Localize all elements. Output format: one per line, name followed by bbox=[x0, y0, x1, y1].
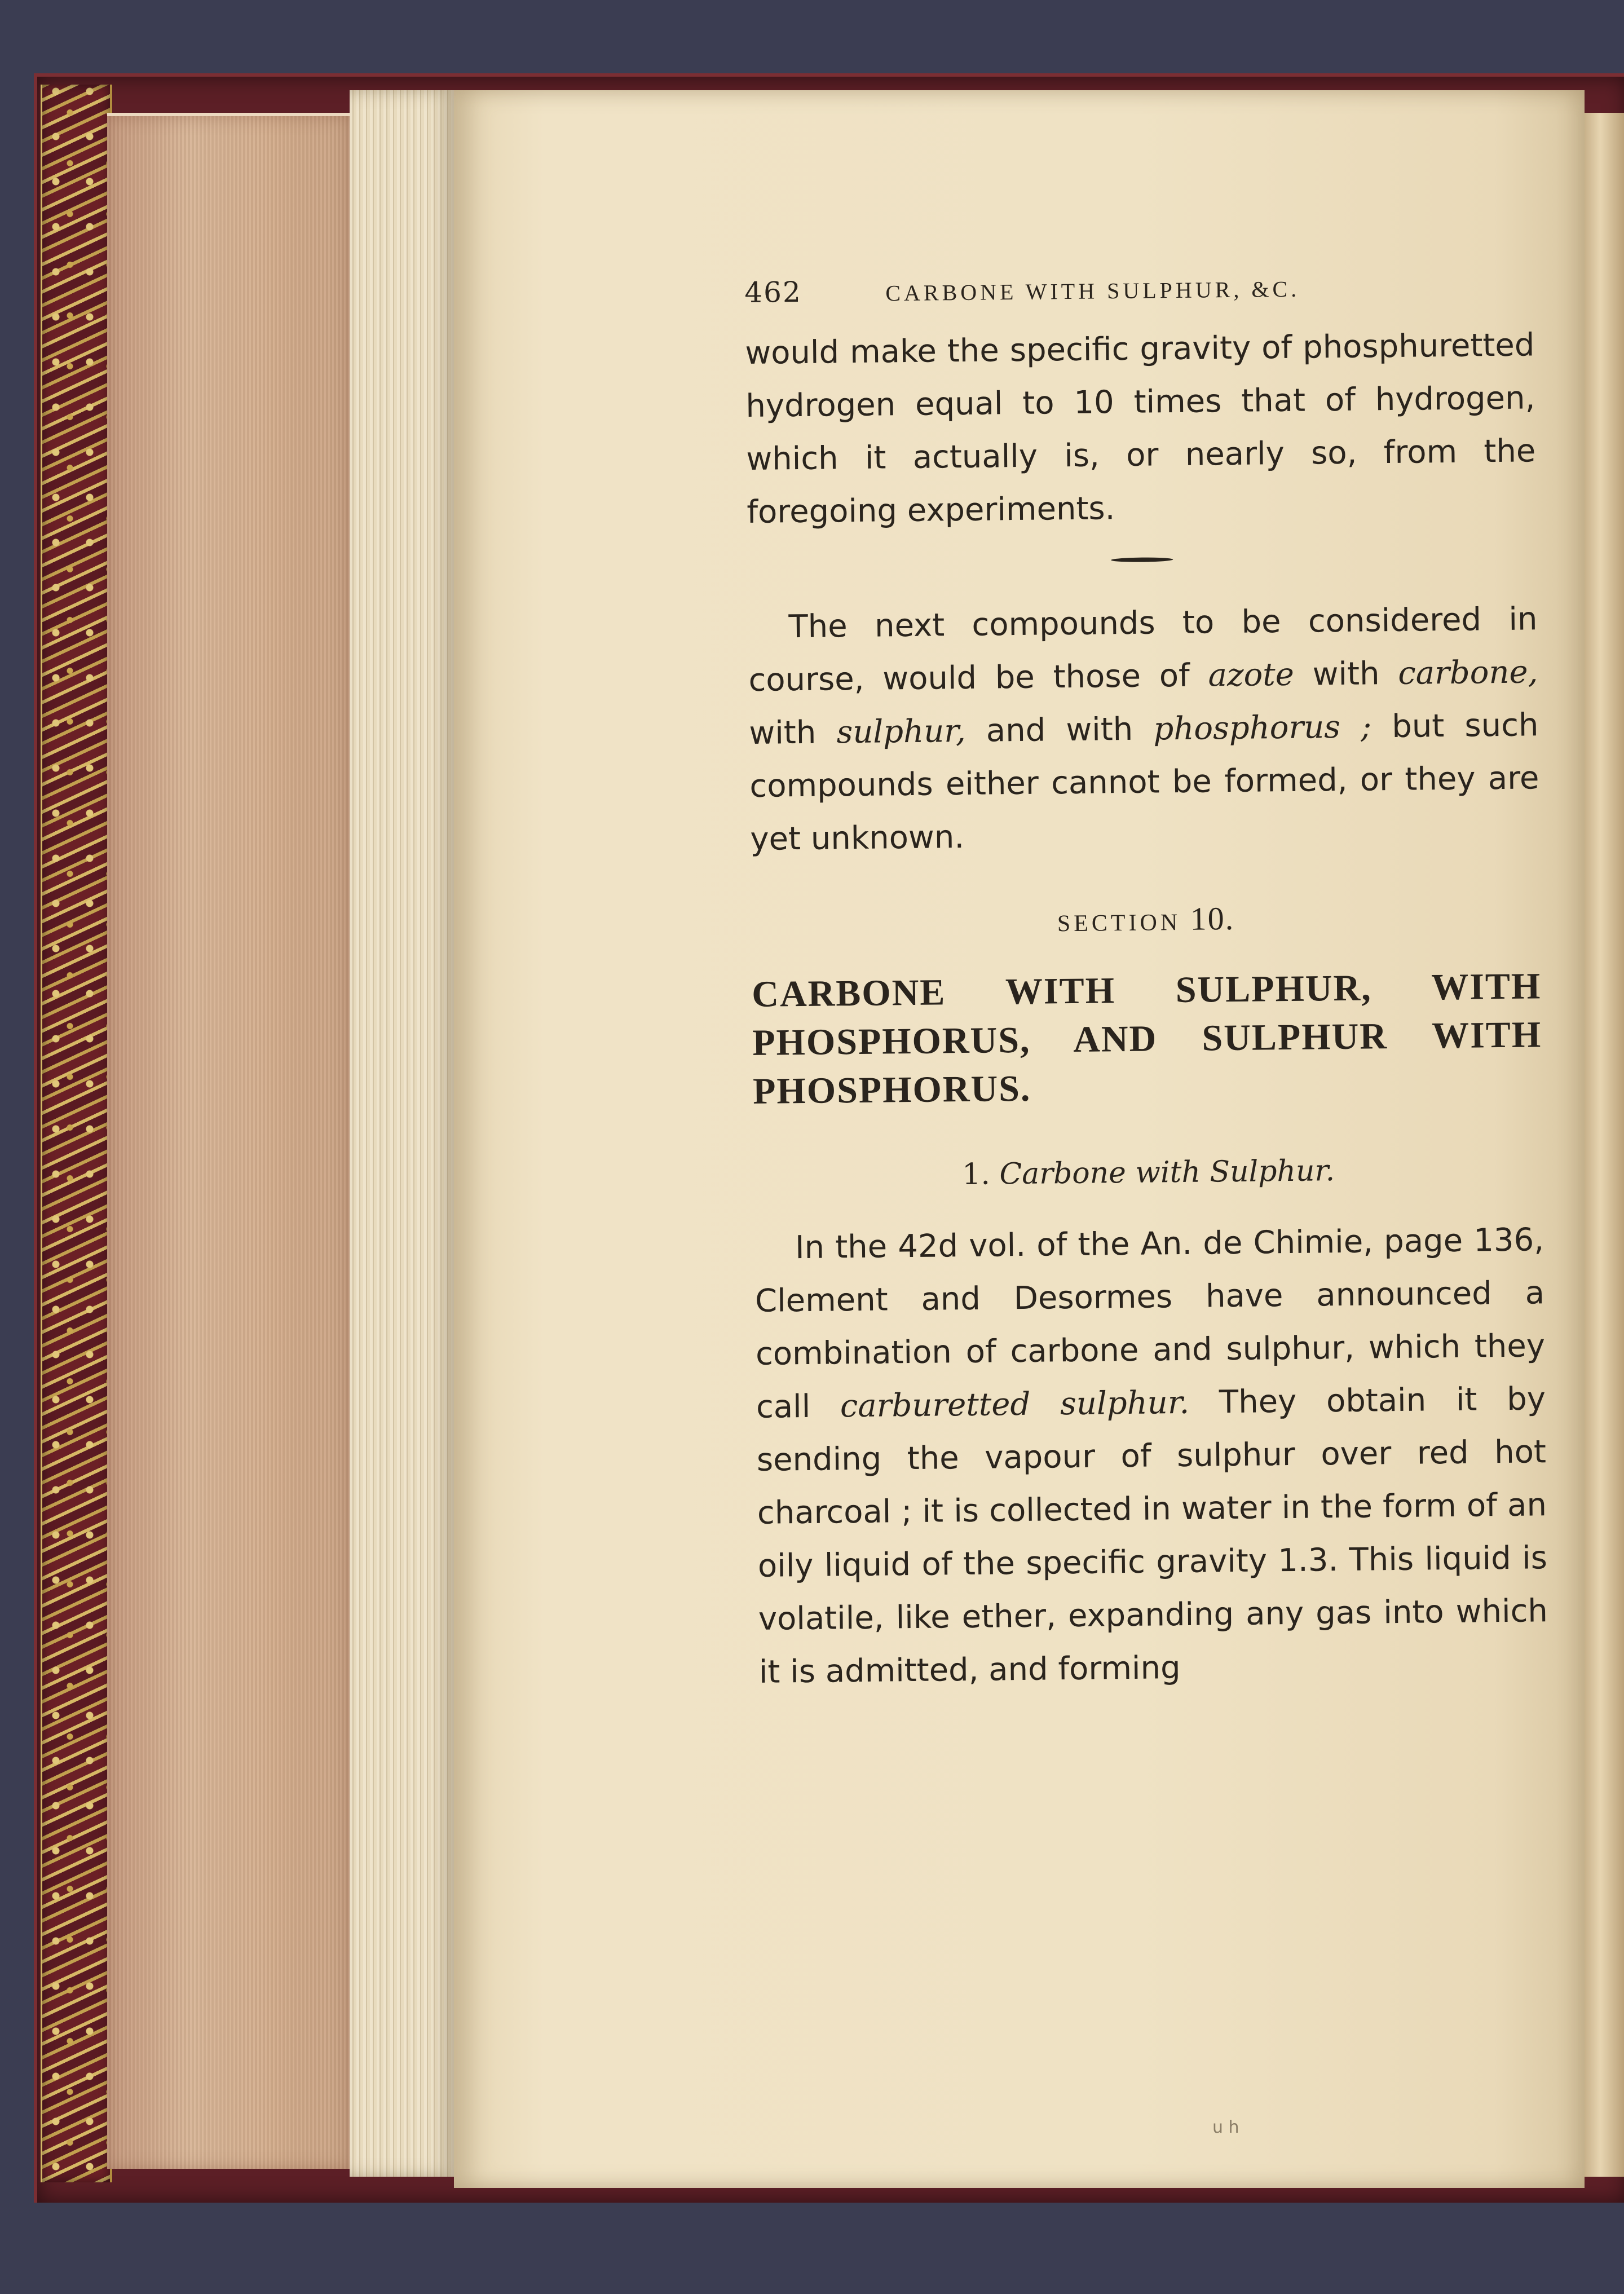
term-carbone: carbone, bbox=[1397, 654, 1538, 692]
catchword: u h bbox=[1212, 2117, 1239, 2137]
paragraph-2-text-5: but such compounds either cannot be formed, or they are yet unknown. bbox=[749, 707, 1539, 858]
paragraph-3-text-1: In the 42d vol. of the An. de Chimie, page 136, Clement and Desormes have announced a combination of carbone and sulphur, which they call bbox=[754, 1221, 1546, 1426]
page-edge-right bbox=[1585, 113, 1624, 2177]
section-label: SECTION bbox=[1057, 909, 1181, 937]
page-text bbox=[744, 268, 1548, 1699]
subsection-label: Carbone with Sulphur. bbox=[999, 1154, 1335, 1192]
term-phosphorus: phosphorus ; bbox=[1153, 708, 1372, 748]
gilt-decorative-border bbox=[41, 85, 112, 2182]
section-title: CARBONE WITH SULPHUR, WITH PHOSPHORUS, AND SULPHUR WITH PHOSPHORUS. bbox=[751, 965, 1542, 1112]
paragraph-2-text-1: The next compounds to be considered in course, would be those of bbox=[748, 601, 1538, 699]
section-heading bbox=[751, 896, 1541, 942]
running-head-title: CARBONE WITH SULPHUR, &C. bbox=[885, 276, 1300, 306]
page-number: 462 bbox=[744, 275, 802, 309]
paragraph-2-text-2: with bbox=[1294, 655, 1398, 693]
paragraph-3-text-2: They obtain it by sending the vapour of sulphur over red hot charcoal ; it is collected in water in the form of an oily liquid of the specific gravity 1.3. This liquid is volatile, like ether, expanding any gas into which it is admitted, and forming bbox=[756, 1380, 1548, 1691]
paragraph-2-text-4: and with bbox=[965, 711, 1154, 749]
subsection-number: 1. bbox=[961, 1157, 991, 1192]
paragraph-2-text-3: with bbox=[749, 714, 837, 752]
section-divider-rule bbox=[1111, 557, 1173, 562]
term-azote: azote bbox=[1208, 656, 1295, 694]
paragraph-1: would make the specific gravity of phosphuretted hydrogen equal to 10 times that of hydrogen, which it actually is, or nearly so, from the foregoing experiments. bbox=[745, 327, 1536, 531]
book-gutter bbox=[350, 90, 457, 2177]
term-carburetted-sulphur: carburetted sulphur. bbox=[840, 1384, 1190, 1425]
term-sulphur: sulphur, bbox=[836, 712, 966, 751]
section-number: 10. bbox=[1190, 899, 1235, 937]
paragraph-3 bbox=[754, 1214, 1549, 1699]
subsection-heading bbox=[753, 1152, 1543, 1194]
page-fore-edge bbox=[107, 113, 350, 2169]
paragraph-2 bbox=[748, 593, 1540, 866]
